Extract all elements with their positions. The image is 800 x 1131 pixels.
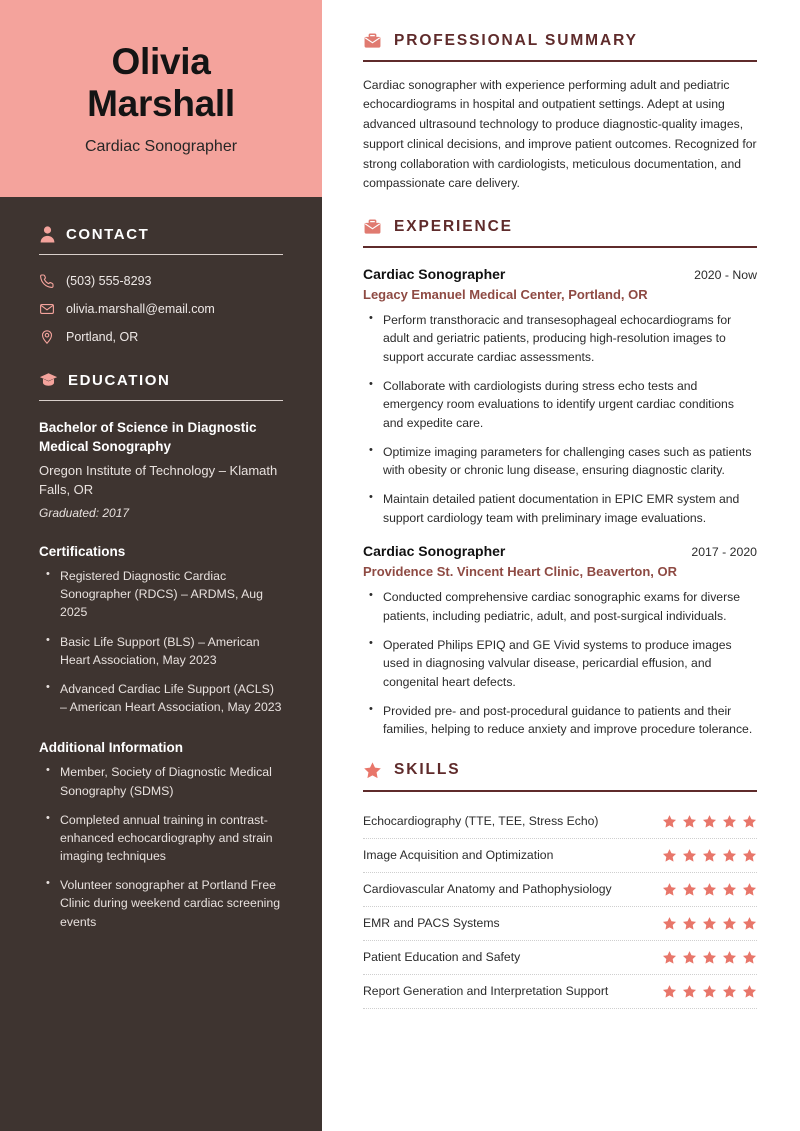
certifications-heading: Certifications xyxy=(39,544,126,559)
header-job-title: Cardiac Sonographer xyxy=(84,137,238,155)
star-icon xyxy=(363,761,382,780)
skill-row xyxy=(363,907,757,941)
graduation-cap-icon xyxy=(39,371,58,389)
list-item: • Basic Life Support (BLS) – American Heart Association, May 2023 xyxy=(39,633,283,669)
additional-information-section xyxy=(39,740,283,931)
education-heading-row xyxy=(39,371,283,389)
education-school: Oregon Institute of Technology – Klamath Falls, OR xyxy=(39,463,278,498)
star-icon xyxy=(702,814,717,829)
sidebar xyxy=(0,0,322,1131)
professional-summary-section xyxy=(363,32,757,194)
education-graduation-date: Graduated: 2017 xyxy=(39,506,130,520)
experience-divider xyxy=(363,246,757,248)
experience-heading: EXPERIENCE xyxy=(394,218,513,236)
star-icon xyxy=(702,950,717,965)
skill-rating xyxy=(662,814,757,829)
summary-heading-row xyxy=(363,32,757,50)
contact-section xyxy=(39,225,283,345)
main-column xyxy=(322,0,800,1131)
star-icon xyxy=(662,882,677,897)
star-icon xyxy=(742,882,757,897)
contact-heading: CONTACT xyxy=(66,225,150,243)
experience-section xyxy=(363,218,757,739)
contact-heading-row xyxy=(39,225,283,243)
summary-divider xyxy=(363,60,757,62)
education-divider xyxy=(39,400,283,401)
star-icon xyxy=(742,814,757,829)
skill-name: EMR and PACS Systems xyxy=(363,916,500,931)
list-item: • Completed annual training in contrast-enhanced echocardiography and strain imaging techniques xyxy=(39,811,283,866)
star-icon xyxy=(722,916,737,931)
person-icon xyxy=(39,225,56,243)
skill-row xyxy=(363,941,757,975)
contact-list xyxy=(39,273,283,345)
star-icon xyxy=(742,848,757,863)
skill-name: Patient Education and Safety xyxy=(363,950,521,965)
skill-row xyxy=(363,804,757,839)
star-icon xyxy=(742,984,757,999)
list-item: • Volunteer sonographer at Portland Free Clinic during weekend cardiac screening events xyxy=(39,876,283,931)
skill-name: Cardiovascular Anatomy and Pathophysiology xyxy=(363,882,612,897)
star-icon xyxy=(702,882,717,897)
star-icon xyxy=(682,916,697,931)
experience-heading-row xyxy=(363,218,757,236)
skill-rating xyxy=(662,916,757,931)
phone-icon xyxy=(39,273,55,289)
additional-information-heading: Additional Information xyxy=(39,740,183,756)
list-item: • Perform transthoracic and transesophageal echocardiograms for adult and geriatric patients, producing high-resolution images to support accurate cardiac assessments. xyxy=(363,311,757,367)
star-icon xyxy=(722,984,737,999)
contact-location-value: Portland, OR xyxy=(66,330,139,344)
job-bullet-list xyxy=(363,311,757,528)
star-icon xyxy=(702,848,717,863)
job-dates: 2017 - 2020 xyxy=(691,545,757,560)
skills-heading-row xyxy=(363,761,757,780)
list-item: • Conducted comprehensive cardiac sonographic exams for diverse patients, including pediatric, adult, and post-surgical individuals. xyxy=(363,588,757,625)
skill-rating xyxy=(662,882,757,897)
contact-email-row[interactable] xyxy=(39,301,283,317)
star-icon xyxy=(742,916,757,931)
list-item: • Operated Philips EPIQ and GE Vivid systems to produce images used in diagnosing valvular disease, pericardial effusion, and congenital heart defects. xyxy=(363,636,757,692)
star-icon xyxy=(662,916,677,931)
star-icon xyxy=(662,848,677,863)
skill-rating xyxy=(662,950,757,965)
skill-rating xyxy=(662,984,757,999)
skill-row xyxy=(363,873,757,907)
education-degree: Bachelor of Science in Diagnostic Medical Sonography xyxy=(39,420,257,455)
star-icon xyxy=(722,950,737,965)
job-role: Cardiac Sonographer xyxy=(363,265,506,282)
skills-list xyxy=(363,804,757,1009)
star-icon xyxy=(702,984,717,999)
contact-phone-value: (503) 555-8293 xyxy=(66,274,152,288)
location-pin-icon xyxy=(39,329,55,345)
last-name: Marshall xyxy=(87,82,235,124)
skill-row xyxy=(363,975,757,1009)
list-item: • Member, Society of Diagnostic Medical Sonography (SDMS) xyxy=(39,763,283,799)
contact-divider xyxy=(39,254,283,255)
star-icon xyxy=(722,848,737,863)
job-bullet-list xyxy=(363,588,757,739)
list-item: • Provided pre- and post-procedural guidance to patients and their families, helping to reduce anxiety and improve procedure tolerance. xyxy=(363,702,757,739)
star-icon xyxy=(682,882,697,897)
job-company: Legacy Emanuel Medical Center, Portland, OR xyxy=(363,286,648,302)
star-icon xyxy=(662,984,677,999)
star-icon xyxy=(702,916,717,931)
skills-divider xyxy=(363,790,757,792)
name-header xyxy=(0,0,322,197)
certifications-section xyxy=(39,544,283,716)
star-icon xyxy=(722,814,737,829)
briefcase-icon xyxy=(363,32,382,50)
education-section xyxy=(39,371,283,520)
additional-information-list xyxy=(39,763,283,931)
list-item: • Maintain detailed patient documentation in EPIC EMR system and support cardiology team with preliminary image evaluations. xyxy=(363,490,757,527)
star-icon xyxy=(662,814,677,829)
list-item: • Registered Diagnostic Cardiac Sonographer (RDCS) – ARDMS, Aug 2025 xyxy=(39,567,283,622)
contact-email-value: olivia.marshall@email.com xyxy=(66,302,215,316)
experience-entry xyxy=(363,543,757,739)
star-icon xyxy=(662,950,677,965)
job-header xyxy=(363,266,757,282)
skills-section xyxy=(363,761,757,1009)
experience-entry xyxy=(363,266,757,528)
star-icon xyxy=(682,848,697,863)
skill-name: Echocardiography (TTE, TEE, Stress Echo) xyxy=(363,814,599,829)
skill-name: Image Acquisition and Optimization xyxy=(363,848,554,863)
skill-rating xyxy=(662,848,757,863)
sidebar-body xyxy=(0,197,322,931)
envelope-icon xyxy=(39,301,55,317)
education-heading: EDUCATION xyxy=(68,371,171,389)
star-icon xyxy=(682,950,697,965)
first-name: Olivia xyxy=(111,41,211,83)
summary-text: Cardiac sonographer with experience performing adult and pediatric echocardiograms in hospital and outpatient settings. Adept at using advanced ultrasound technology to produce diagnostic-quality images, support clinical decisions, and improve patient outcomes. Recognized for strong collaboration with cardiologists, meticulous documentation, and compassionate care delivery. xyxy=(363,77,757,191)
skill-row xyxy=(363,839,757,873)
summary-heading: PROFESSIONAL SUMMARY xyxy=(394,32,638,49)
contact-phone-row[interactable] xyxy=(39,273,283,289)
job-role: Cardiac Sonographer xyxy=(363,543,506,560)
briefcase-icon xyxy=(363,218,382,236)
star-icon xyxy=(682,814,697,829)
list-item: • Collaborate with cardiologists during stress echo tests and emergency room evaluations to identify urgent cardiac conditions and expedite care. xyxy=(363,377,757,433)
skill-name: Report Generation and Interpretation Support xyxy=(363,984,609,999)
skills-heading: SKILLS xyxy=(394,761,461,779)
contact-location-row[interactable] xyxy=(39,329,283,345)
job-header xyxy=(363,543,757,559)
star-icon xyxy=(742,950,757,965)
list-item: • Advanced Cardiac Life Support (ACLS) – American Heart Association, May 2023 xyxy=(39,680,283,716)
star-icon xyxy=(722,882,737,897)
list-item: • Optimize imaging parameters for challenging cases such as patients with obesity or chronic lung disease, ensuring diagnostic clarity. xyxy=(363,443,757,480)
job-dates: 2020 - Now xyxy=(694,267,757,282)
job-company: Providence St. Vincent Heart Clinic, Beaverton, OR xyxy=(363,564,678,580)
star-icon xyxy=(682,984,697,999)
certifications-list xyxy=(39,567,283,716)
